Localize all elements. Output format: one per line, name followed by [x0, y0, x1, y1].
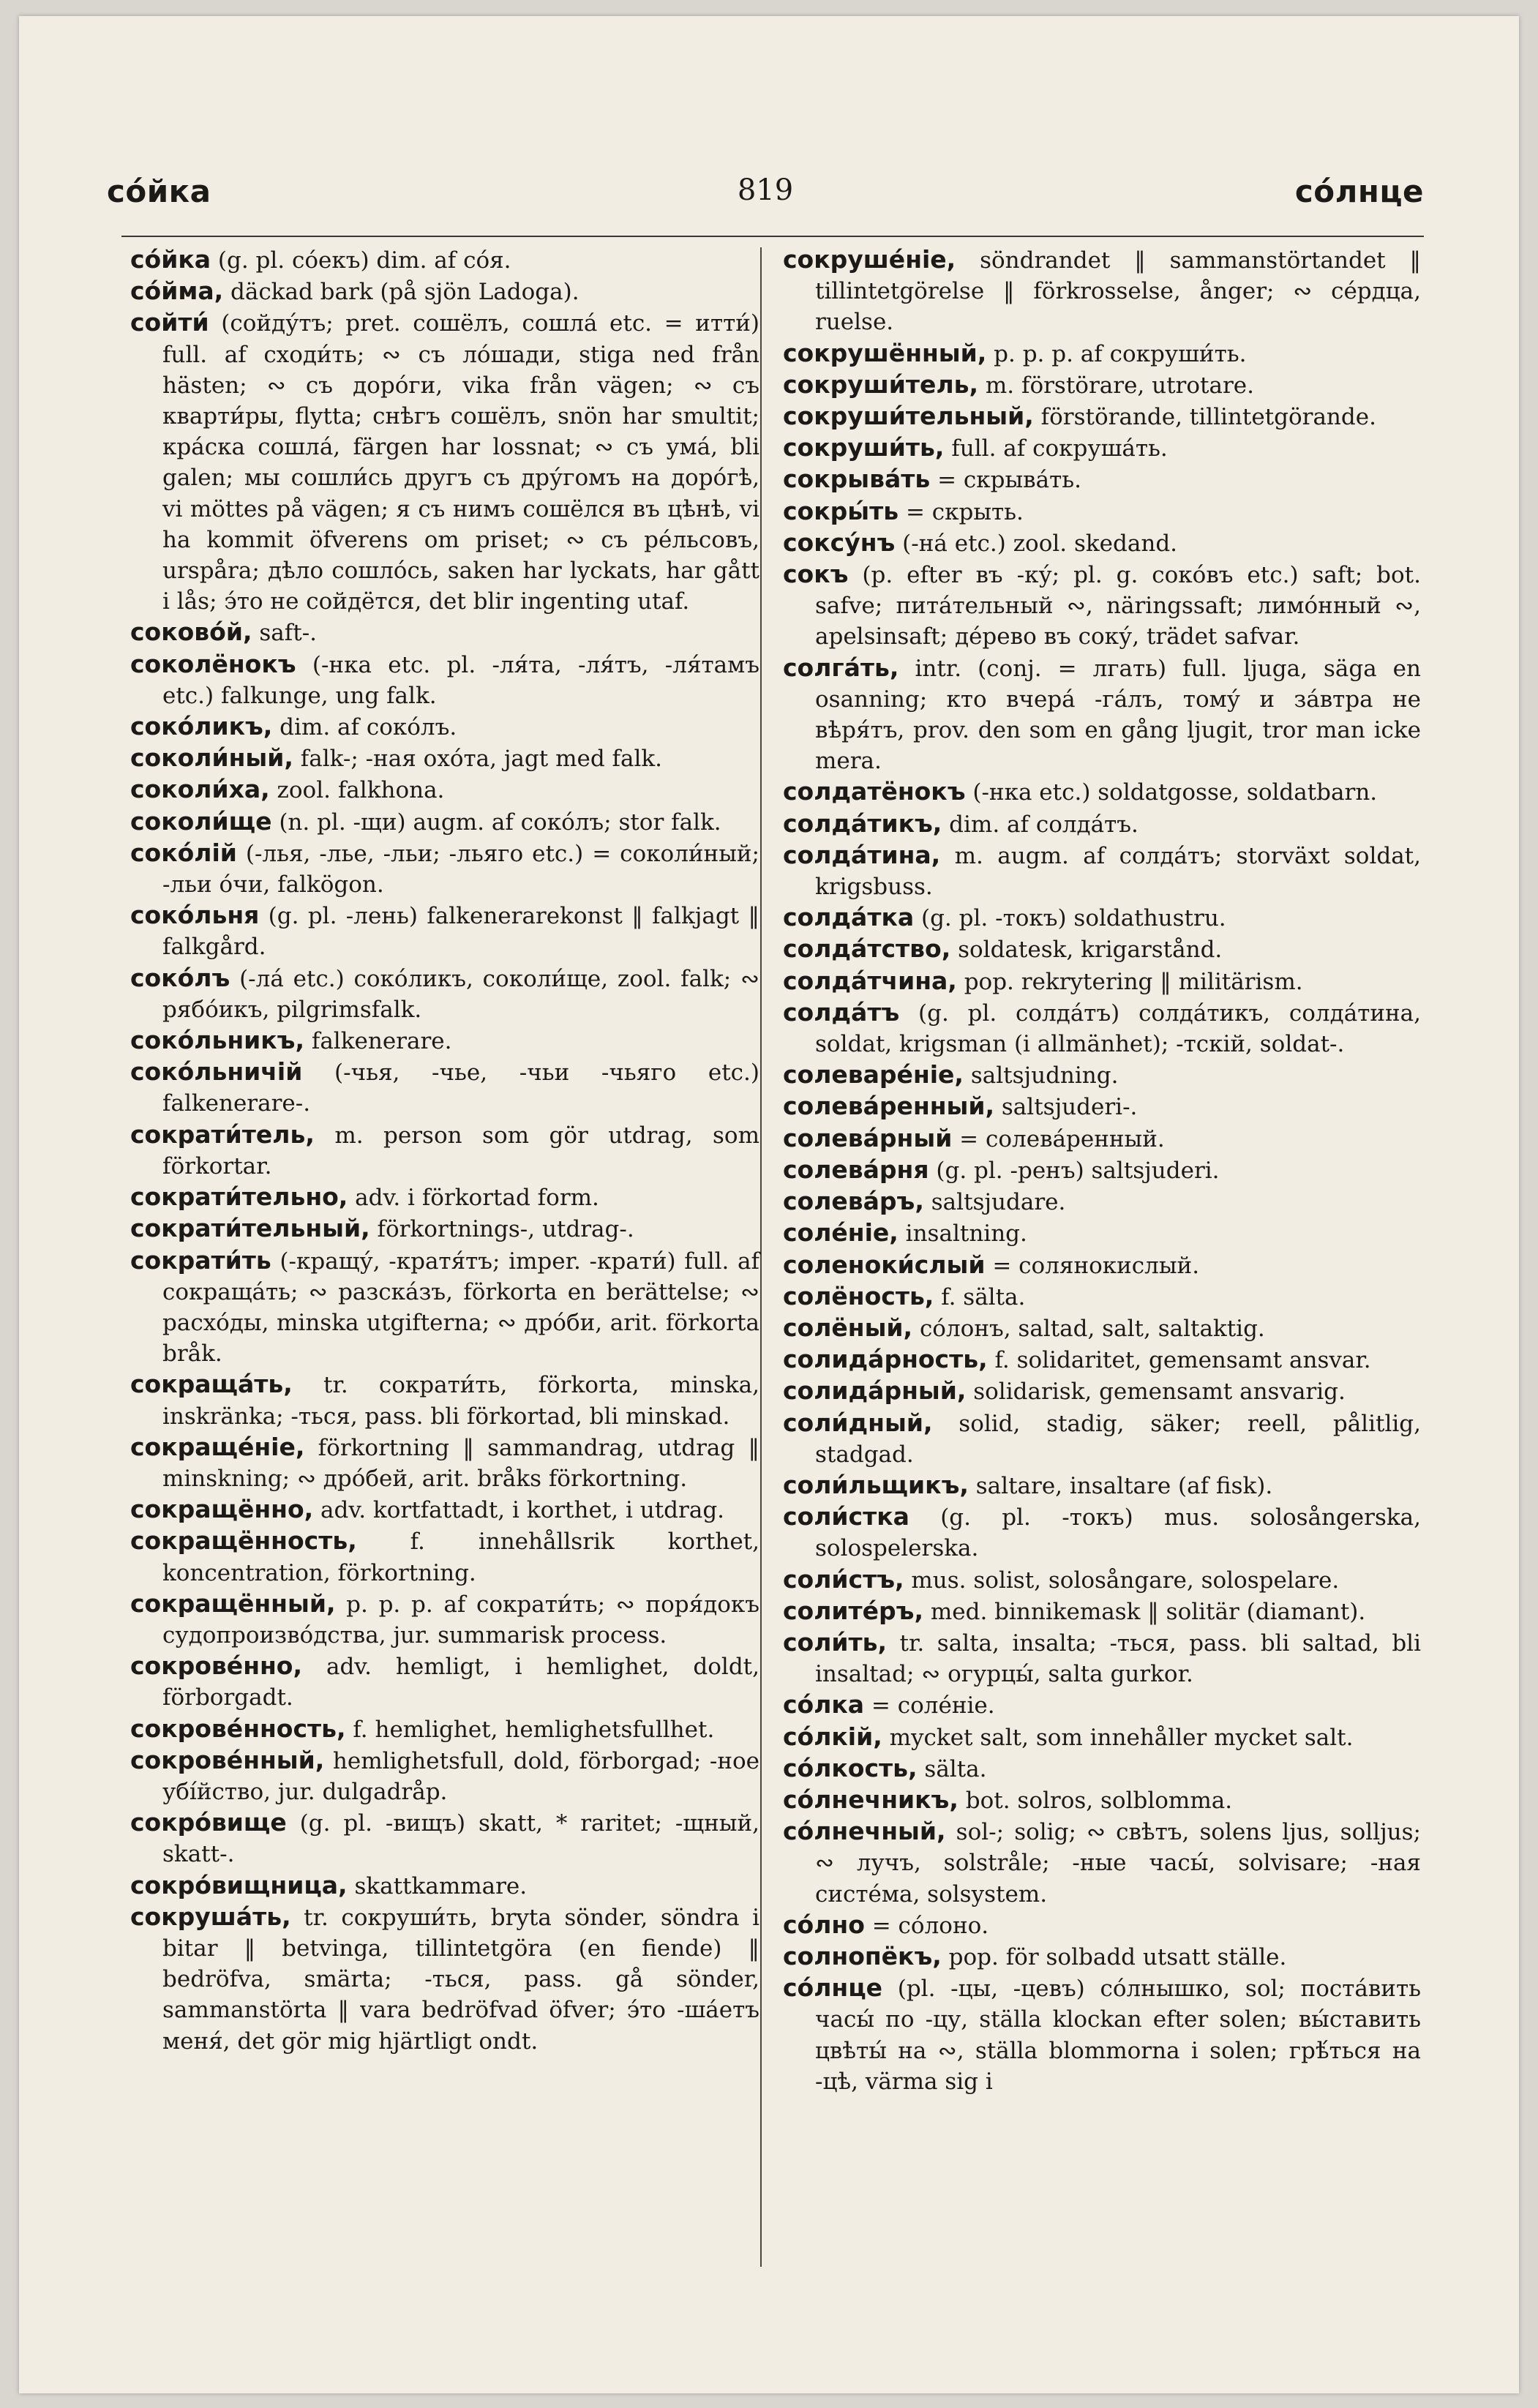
entry-headword: солите́ръ, — [783, 1596, 923, 1625]
dictionary-entry — [130, 1432, 759, 1494]
dictionary-entry — [783, 809, 1421, 840]
dictionary-entry — [783, 966, 1421, 997]
dictionary-entry — [130, 1902, 759, 2057]
entry-definition: bot. solros, solblomma. — [958, 1787, 1233, 1814]
entry-headword: со́лнечный, — [783, 1817, 946, 1846]
entry-headword: сокрове́нно, — [130, 1651, 302, 1681]
entry-headword: солда́тина, — [783, 840, 941, 869]
entry-definition: (g. pl. -токъ) soldathustru. — [914, 905, 1226, 932]
entry-headword: со́йка — [130, 245, 211, 274]
entry-headword: со́лнечникъ, — [783, 1785, 959, 1814]
entry-definition: (pl. -цы, -цевъ) со́лнышко, sol; поста́вить часы́ по -цу, ställa klockan efter solen; вы́ставить цвѣты́ на ∾, ställa blommorna i solen; грѣ́ться на -цѣ, värma sig i — [815, 1976, 1421, 2095]
entry-headword: солга́ть, — [783, 653, 899, 682]
header-rule — [121, 236, 1424, 237]
dictionary-entry — [783, 997, 1421, 1059]
entry-definition: sälta. — [917, 1755, 987, 1782]
dictionary-page — [19, 16, 1519, 2393]
entry-headword: сокращённый, — [130, 1589, 336, 1618]
entry-headword: солёный, — [783, 1313, 913, 1342]
entry-definition: f. solidaritet, gemensamt ansvar. — [987, 1347, 1371, 1374]
entry-definition: saltsjudning. — [963, 1062, 1119, 1089]
dictionary-entry — [783, 401, 1421, 432]
entry-definition: pop. för solbadd utsatt ställe. — [941, 1943, 1287, 1970]
entry-definition: solidarisk, gemensamt ansvarig. — [966, 1379, 1346, 1406]
entry-headword: соко́льничій — [130, 1057, 303, 1087]
entry-definition: saft-. — [252, 620, 318, 647]
dictionary-entry — [783, 902, 1421, 934]
entry-headword: сокращённо, — [130, 1495, 314, 1524]
entry-headword: со́лнце — [783, 1973, 883, 2003]
entry-headword: соколёнокъ — [130, 649, 296, 678]
entry-definition: (g. pl. со́екъ) dim. af со́я. — [211, 247, 511, 274]
dictionary-entry — [783, 776, 1421, 808]
dictionary-entry — [130, 1213, 759, 1245]
dictionary-entry — [783, 1722, 1421, 1753]
entry-headword: солида́рность, — [783, 1345, 988, 1374]
entry-headword: солда́тка — [783, 903, 915, 932]
entry-headword: соли́стка — [783, 1502, 909, 1531]
dictionary-entry — [130, 1494, 759, 1526]
entry-definition: (p. efter въ -ку́; pl. g. соко́въ etc.) saft; bot. safve; пита́тельный ∾, näringssaft; лимо́нный ∾, apelsinsaft; де́рево въ соку́, trädet safvar. — [815, 562, 1421, 650]
entry-definition: förstörande, tillintetgörande. — [1033, 404, 1376, 431]
entry-headword: соли́дный, — [783, 1408, 933, 1437]
entry-headword: соко́льня — [130, 901, 260, 930]
entry-definition: (g. pl. -вищъ) skatt, * raritet; -щный, skatt-. — [162, 1810, 759, 1868]
dictionary-entry — [130, 806, 759, 838]
entry-definition: f. hemlighet, hemlighetsfullhet. — [345, 1716, 715, 1743]
entry-headword: сокро́вище — [130, 1808, 287, 1837]
entry-definition: (g. pl. -лень) falkenerarekonst ‖ falkjagt ‖ falkgård. — [162, 903, 759, 961]
dictionary-entry — [130, 1651, 759, 1713]
entry-headword: сокъ — [783, 560, 849, 589]
dictionary-entry — [130, 1714, 759, 1745]
entry-headword: соли́ть, — [783, 1627, 888, 1657]
dictionary-entry — [783, 559, 1421, 653]
dictionary-entry — [783, 1186, 1421, 1218]
dictionary-entry — [783, 464, 1421, 495]
dictionary-entry — [783, 1376, 1421, 1407]
entry-definition: tr. сократи́ть, förkorta, minska, inskränka; -ться, pass. bli förkortad, bli minskad. — [162, 1372, 759, 1430]
entry-headword: солева́рня — [783, 1155, 929, 1184]
dictionary-entry — [130, 276, 759, 307]
entry-headword: сократи́тельно, — [130, 1182, 348, 1212]
entry-headword: сокруше́ніе, — [783, 245, 956, 274]
entry-headword: соко́льникъ, — [130, 1026, 304, 1055]
dictionary-entry — [783, 1596, 1421, 1627]
dictionary-entry — [130, 1369, 759, 1431]
dictionary-entry — [783, 934, 1421, 965]
entry-definition: soldatesk, krigarstånd. — [950, 937, 1223, 964]
entry-definition: = скрыва́ть. — [930, 467, 1082, 494]
entry-headword: соле́ніе, — [783, 1218, 899, 1248]
entry-definition: förkortning ‖ sammandrag, utdrag ‖ minskning; ∾ дро́бей, arit. bråks förkortning. — [162, 1434, 759, 1492]
dictionary-entry — [130, 774, 759, 806]
entry-definition: (g. pl. -ренъ) saltsjuderi. — [929, 1157, 1220, 1184]
dictionary-entry — [783, 1408, 1421, 1470]
entry-headword: сокращённость, — [130, 1526, 357, 1556]
dictionary-entry — [130, 1025, 759, 1057]
entry-headword: со́йма, — [130, 277, 224, 306]
entry-headword: солда́тчина, — [783, 966, 957, 995]
dictionary-entry — [783, 840, 1421, 902]
entry-headword: солида́рный, — [783, 1376, 967, 1406]
entry-definition: = солева́ренный. — [952, 1125, 1165, 1152]
entry-definition: falkenerare. — [304, 1028, 452, 1055]
entry-definition: dim. af соко́лъ. — [272, 714, 457, 741]
entry-definition: (-нка etc.) soldatgosse, soldatbarn. — [965, 779, 1378, 806]
entry-headword: соли́стъ, — [783, 1564, 904, 1594]
entry-definition: (сойду́тъ; pret. сошёлъ, сошла́ etc. = итти́) full. af сходи́ть; ∾ съ ло́шади, stiga ned från hästen; ∾ съ доро́ги, vika från vägen; ∾ съ кварти́ры, flytta; снѣгъ сошёлъ, snön har smultit; кра́ска сошла́, färgen har lossnat; ∾ съ ума́, bli galen; мы сошли́сь другъ съ дру́гомъ на доро́гѣ, vi möttes på vägen; я съ нимъ сошёлся въ цѣнѣ, vi ha kommit öfverens om priset; ∾ съ ре́льсовъ, urspåra; дѣло сошло́сь, saken har lyckats, har gått i lås; э́то не сойдётся, det blir ingenting utaf. — [162, 310, 759, 615]
entry-headword: сойти́ — [130, 308, 209, 337]
entry-definition: söndrandet ‖ sammanstörtandet ‖ tillintetgörelse ‖ förkrosselse, ånger; ∾ се́рдца, ruelse. — [815, 247, 1421, 336]
entry-definition: (n. pl. -щи) augm. af соко́лъ; stor falk. — [271, 809, 721, 836]
entry-definition: hemlighetsfull, dold, förborgad; -ное убі́йство, jur. dulgadråp. — [162, 1747, 759, 1805]
dictionary-entry — [130, 244, 759, 276]
dictionary-entry — [783, 1689, 1421, 1721]
dictionary-entry — [783, 1218, 1421, 1249]
entry-headword: солева́ренный, — [783, 1092, 995, 1121]
entry-definition: adv. kortfattadt, i korthet, i utdrag. — [313, 1497, 725, 1524]
entry-headword: соколи́ха, — [130, 775, 270, 804]
entry-definition: f. sälta. — [934, 1283, 1026, 1310]
entry-definition: (-ла́ etc.) соко́ликъ, соколи́ще, zool. falk; ∾ рябо́икъ, pilgrimsfalk. — [162, 965, 759, 1023]
entry-definition: p. p. p. af сократи́ть; ∾ поря́докъ судопроизво́дства, jur. summarisk process. — [162, 1591, 759, 1649]
dictionary-entry — [130, 1182, 759, 1213]
entry-headword: сокруши́тельный, — [783, 402, 1034, 431]
entry-headword: сокры́ть — [783, 496, 899, 525]
entry-definition: m. person som gör utdrag, som förkortar. — [162, 1122, 759, 1179]
entry-headword: соколи́ный, — [130, 743, 293, 773]
dictionary-entry — [130, 649, 759, 711]
entry-definition: saltsjuderi-. — [994, 1094, 1138, 1121]
dictionary-entry — [130, 1057, 759, 1119]
dictionary-entry — [783, 1313, 1421, 1344]
entry-definition: со́лонъ, saltad, salt, saltaktig. — [912, 1315, 1265, 1342]
dictionary-entry — [130, 711, 759, 743]
entry-headword: сократи́тель, — [130, 1119, 315, 1149]
entry-headword: сокруши́ть, — [783, 433, 945, 462]
entry-definition: adv. hemligt, i hemlighet, doldt, förborgadt. — [162, 1654, 759, 1711]
entry-definition: skattkammare. — [347, 1872, 528, 1899]
dictionary-entry — [783, 1344, 1421, 1376]
dictionary-entry — [130, 1119, 759, 1182]
entry-definition: (g. pl. солда́тъ) солда́тикъ, солда́тина, soldat, krigsman (i allmänhet); -тскій, soldat-. — [815, 999, 1421, 1058]
dictionary-entry — [783, 1816, 1421, 1910]
entry-headword: сократи́тельный, — [130, 1214, 370, 1243]
header-right-guide-word: со́лнце — [1294, 173, 1424, 209]
entry-headword: соково́й, — [130, 618, 252, 647]
right-column — [783, 244, 1421, 2097]
entry-definition: = скрыть. — [899, 498, 1024, 525]
entry-headword: соли́льщикъ, — [783, 1470, 969, 1499]
dictionary-entry — [130, 900, 759, 962]
dictionary-entry — [783, 1564, 1421, 1596]
entry-headword: со́лка — [783, 1690, 865, 1719]
entry-headword: сокруша́ть, — [130, 1902, 291, 1931]
entry-definition: sol-; solig; ∾ свѣтъ, solens ljus, solljus; ∾ лучъ, solstråle; -ные часы́, solvisare; -ная систе́ма, solsystem. — [815, 1819, 1421, 1908]
dictionary-entry — [783, 496, 1421, 528]
entry-headword: сокраща́ть, — [130, 1370, 293, 1399]
entry-definition: = солянокислый. — [985, 1252, 1200, 1279]
entry-definition: saltsjudare. — [923, 1189, 1066, 1216]
entry-headword: солнопёкъ, — [783, 1941, 942, 1970]
entry-definition: adv. i förkortad form. — [348, 1185, 599, 1212]
dictionary-entry — [783, 338, 1421, 370]
dictionary-entry — [783, 432, 1421, 464]
entry-definition: m. förstörare, utrotare. — [978, 372, 1254, 399]
entry-definition: tr. сокруши́ть, bryta sönder, söndra i bitar ‖ betvinga, tillintetgöra (en fiende) ‖ bedröfva, smärta; -ться, pass. gå sönder, sammanstörta ‖ vara bedröfvad öfver; э́то -ша́етъ меня́, det gör mig hjärtligt ondt. — [162, 1904, 759, 2055]
entry-headword: солёность, — [783, 1281, 934, 1310]
entry-headword: сокрыва́ть — [783, 465, 931, 494]
entry-definition: insaltning. — [898, 1220, 1027, 1248]
entry-definition: mycket salt, som innehåller mycket salt. — [882, 1724, 1354, 1751]
entry-definition: = со́лоно. — [864, 1912, 989, 1939]
entry-headword: со́лкій, — [783, 1722, 882, 1751]
entry-headword: сокрове́нный, — [130, 1745, 325, 1774]
entry-headword: солда́тикъ, — [783, 809, 942, 838]
entry-headword: сокрушённый, — [783, 338, 987, 367]
entry-definition: (-на́ etc.) zool. skedand. — [895, 530, 1178, 557]
dictionary-entry — [783, 1941, 1421, 1973]
dictionary-entry — [783, 1250, 1421, 1281]
entry-definition: (g. pl. -токъ) mus. solosångerska, solospelerska. — [815, 1504, 1421, 1562]
dictionary-entry — [783, 1910, 1421, 1941]
entry-definition: mus. solist, solosångare, solospelare. — [904, 1567, 1340, 1594]
entry-definition: däckad bark (på sjön Ladoga). — [223, 279, 579, 306]
entry-definition: solid, stadig, säker; reell, pålitlig, stadgad. — [815, 1410, 1421, 1468]
entry-headword: соленоки́слый — [783, 1250, 986, 1279]
entry-definition: (-кращу́, -кратя́тъ; imper. -крати́) full. af сокраща́ть; ∾ разска́зъ, förkorta en berättelse; ∾ расхо́ды, minska utgifterna; ∾ дро́би, arit. förkorta bråk. — [162, 1248, 759, 1368]
dictionary-entry — [783, 1785, 1421, 1816]
entry-definition: (-чья, -чье, -чьи -чьяго etc.) falkenerare-. — [162, 1059, 759, 1117]
entry-definition: = соле́ніе. — [864, 1692, 995, 1719]
entry-headword: со́лно — [783, 1910, 865, 1939]
entry-headword: соко́лъ — [130, 963, 230, 992]
entry-definition: (-нка etc. pl. -ля́та, -ля́тъ, -ля́тамъ etc.) falkunge, ung falk. — [162, 651, 759, 709]
dictionary-entry — [130, 1245, 759, 1370]
entry-headword: сокраще́ніе, — [130, 1432, 305, 1461]
dictionary-entry — [783, 1627, 1421, 1689]
entry-definition: intr. (conj. = лгать) full. ljuga, säga en osanning; кто вчера́ -га́лъ, тому́ и за́втра не вѣря́тъ, prov. den som en gång ljugit, tror man icke mera. — [815, 655, 1421, 775]
dictionary-entry — [130, 1589, 759, 1651]
entry-definition: med. binnikemask ‖ solitär (diamant). — [923, 1598, 1366, 1625]
entry-definition: zool. falkhona. — [269, 777, 445, 804]
dictionary-entry — [130, 743, 759, 774]
entry-definition: full. af сокруша́ть. — [944, 435, 1168, 462]
entry-headword: солеваре́ніе, — [783, 1060, 964, 1089]
dictionary-entry — [783, 1091, 1421, 1122]
entry-definition: falk-; -ная охо́та, jagt med falk. — [293, 746, 663, 773]
entry-definition: dim. af солда́тъ. — [942, 811, 1139, 838]
entry-headword: сокруши́тель, — [783, 370, 979, 399]
dictionary-entry — [783, 653, 1421, 777]
entry-definition: förkortnings-, utdrag-. — [370, 1216, 634, 1243]
dictionary-entry — [130, 617, 759, 648]
entry-headword: сокро́вищница, — [130, 1870, 348, 1899]
entry-headword: со́лкость, — [783, 1753, 918, 1782]
dictionary-entry — [783, 1753, 1421, 1785]
left-column — [130, 244, 759, 2057]
entry-headword: солева́рный — [783, 1123, 953, 1152]
dictionary-entry — [783, 1155, 1421, 1186]
dictionary-entry — [783, 1470, 1421, 1501]
entry-headword: солева́ръ, — [783, 1187, 924, 1216]
dictionary-entry — [783, 528, 1421, 559]
dictionary-entry — [783, 244, 1421, 338]
entry-headword: сокрове́нность, — [130, 1714, 346, 1743]
dictionary-entry — [783, 1973, 1421, 2097]
dictionary-entry — [130, 1870, 759, 1902]
entry-headword: солда́тъ — [783, 997, 900, 1027]
entry-headword: соко́ликъ, — [130, 712, 273, 741]
entry-headword: солда́тство, — [783, 934, 951, 964]
dictionary-entry — [130, 1526, 759, 1588]
entry-definition: tr. salta, insalta; -ться, pass. bli saltad, bli insaltad; ∾ огурцы́, salta gurkor. — [815, 1629, 1421, 1688]
entry-headword: солдатёнокъ — [783, 777, 966, 806]
entry-headword: сократи́ть — [130, 1245, 271, 1275]
column-divider — [760, 247, 762, 2267]
page-header — [107, 173, 1424, 225]
entry-headword: соко́лій — [130, 838, 237, 867]
entry-definition: saltare, insaltare (af fisk). — [968, 1472, 1273, 1499]
header-left-guide-word: со́йка — [107, 173, 211, 209]
dictionary-entry — [783, 1059, 1421, 1091]
dictionary-entry — [783, 1281, 1421, 1313]
dictionary-entry — [130, 1745, 759, 1807]
dictionary-entry — [783, 370, 1421, 401]
entry-definition: pop. rekrytering ‖ militärism. — [956, 968, 1303, 995]
entry-definition: (-лья, -лье, -льи; -льяго etc.) = соколи́ный; -льи о́чи, falkögon. — [162, 840, 759, 899]
entry-headword: соксу́нъ — [783, 528, 896, 557]
entry-definition: m. augm. af солда́тъ; storväxt soldat, krigsbuss. — [815, 842, 1421, 901]
entry-headword: соколи́ще — [130, 806, 272, 836]
entry-definition: f. innehållsrik korthet, koncentration, förkortning. — [162, 1529, 759, 1586]
dictionary-entry — [130, 963, 759, 1025]
page-number: 819 — [737, 173, 794, 207]
dictionary-entry — [783, 1123, 1421, 1155]
dictionary-entry — [130, 838, 759, 900]
entry-definition: p. p. p. af сокруши́ть. — [986, 340, 1247, 367]
dictionary-entry — [130, 307, 759, 617]
dictionary-entry — [783, 1501, 1421, 1564]
dictionary-entry — [130, 1807, 759, 1869]
